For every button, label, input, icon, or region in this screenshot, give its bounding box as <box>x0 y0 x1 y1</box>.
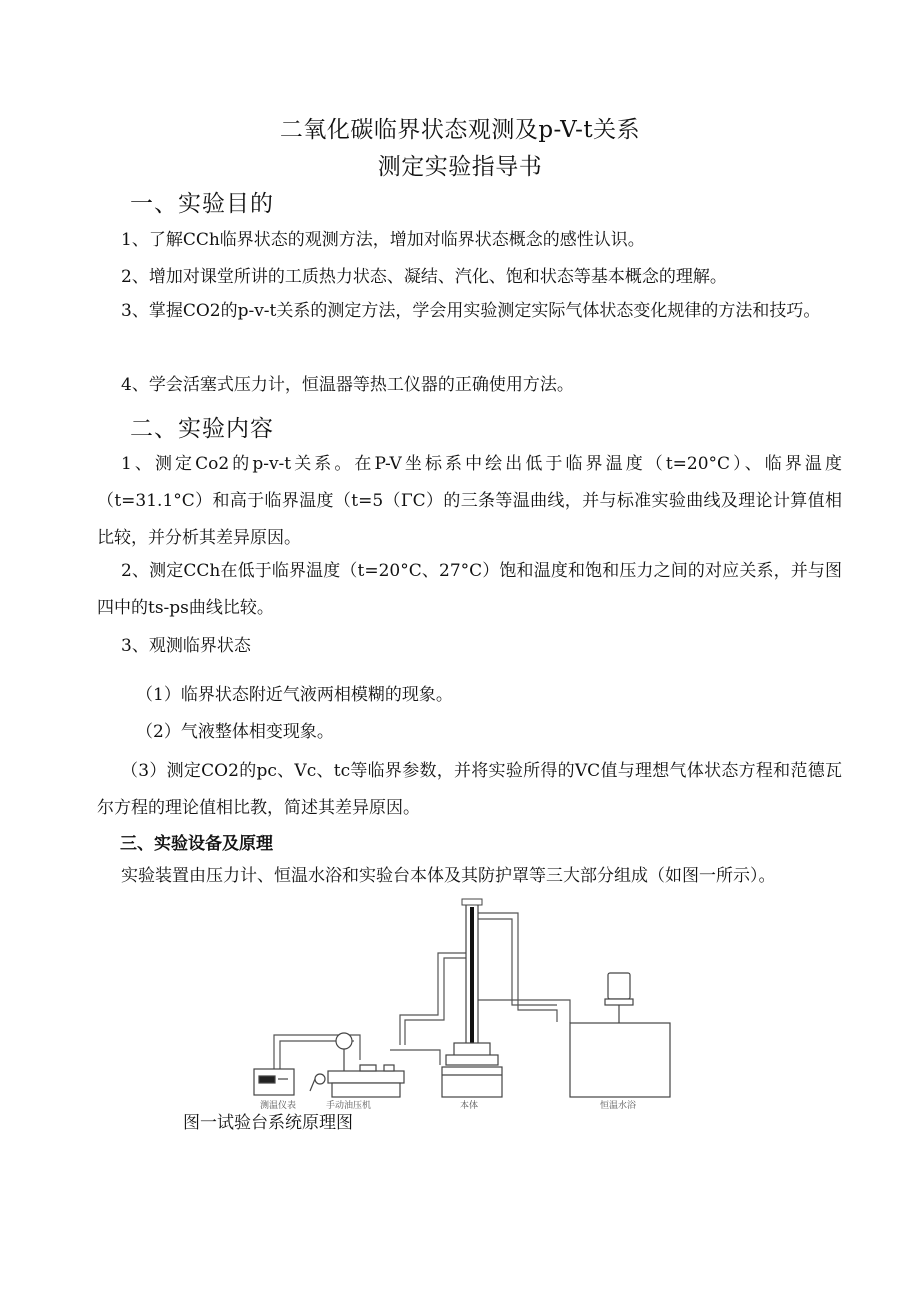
section1-heading: 一、实验目的 <box>130 191 274 217</box>
objective-item-3: 3、掌握CO2的p-v-t关系的测定方法，学会用实验测定实际气体状态变化规律的方法和技巧。 <box>121 301 821 321</box>
glass-tube <box>462 899 482 1048</box>
objective-item-4: 4、学会活塞式压力计，恒温器等热工仪器的正确使用方法。 <box>121 375 574 395</box>
section3-text: 实验装置由压力计、恒温水浴和实验台本体及其防护罩等三大部分组成（如图一所示）。 <box>121 866 776 886</box>
content-item-1: 1、测定Co2的p-v-t关系。在P-V坐标系中绘出低于临界温度（t=20°C）、临界温度（t=31.1°C）和高于临界温度（t=5（ΓC）的三条等温曲线，并与标准实验曲线及理论计算值相比较，并分析其差异原因。 <box>97 454 842 548</box>
label-pump: 手动油压机 <box>326 1101 372 1111</box>
system-diagram <box>240 895 700 1115</box>
label-thermometer: 测温仪表 <box>260 1101 297 1111</box>
water-bath <box>570 973 670 1097</box>
section3-heading: 三、实验设备及原理 <box>120 834 273 854</box>
body-unit <box>442 1043 502 1097</box>
label-body: 本体 <box>460 1101 479 1111</box>
hand-pump <box>310 1033 404 1097</box>
figure-caption: 图一试验台系统原理图 <box>183 1113 353 1133</box>
thermometer-display <box>254 1069 294 1095</box>
label-bath: 恒温水浴 <box>600 1101 637 1111</box>
content-subitem-2: （2）气液整体相变现象。 <box>136 722 334 742</box>
page-title-line1: 二氧化碳临界状态观测及p-V-t关系 <box>279 117 641 143</box>
content-item-3: 3、观测临界状态 <box>121 636 251 656</box>
content-subitem-1: （1）临界状态附近气液两相模糊的现象。 <box>136 685 453 705</box>
page-title-line2: 测定实验指导书 <box>377 154 543 180</box>
content-subitem-3: （3）测定CO2的pc、Vc、tc等临界参数，并将实验所得的VC值与理想气体状态方程和范德瓦尔方程的理论值相比教，简述其差异原因。 <box>97 761 842 818</box>
section2-heading: 二、实验内容 <box>130 416 274 442</box>
objective-item-1: 1、了解CCh临界状态的观测方法，增加对临界状态概念的感性认识。 <box>121 230 645 250</box>
content-item-2: 2、测定CCh在低于临界温度（t=20°C、27°C）饱和温度和饱和压力之间的对应关系，并与图四中的ts-ps曲线比较。 <box>97 561 842 618</box>
objective-item-2: 2、增加对课堂所讲的工质热力状态、凝结、汽化、饱和状态等基本概念的理解。 <box>121 267 727 287</box>
